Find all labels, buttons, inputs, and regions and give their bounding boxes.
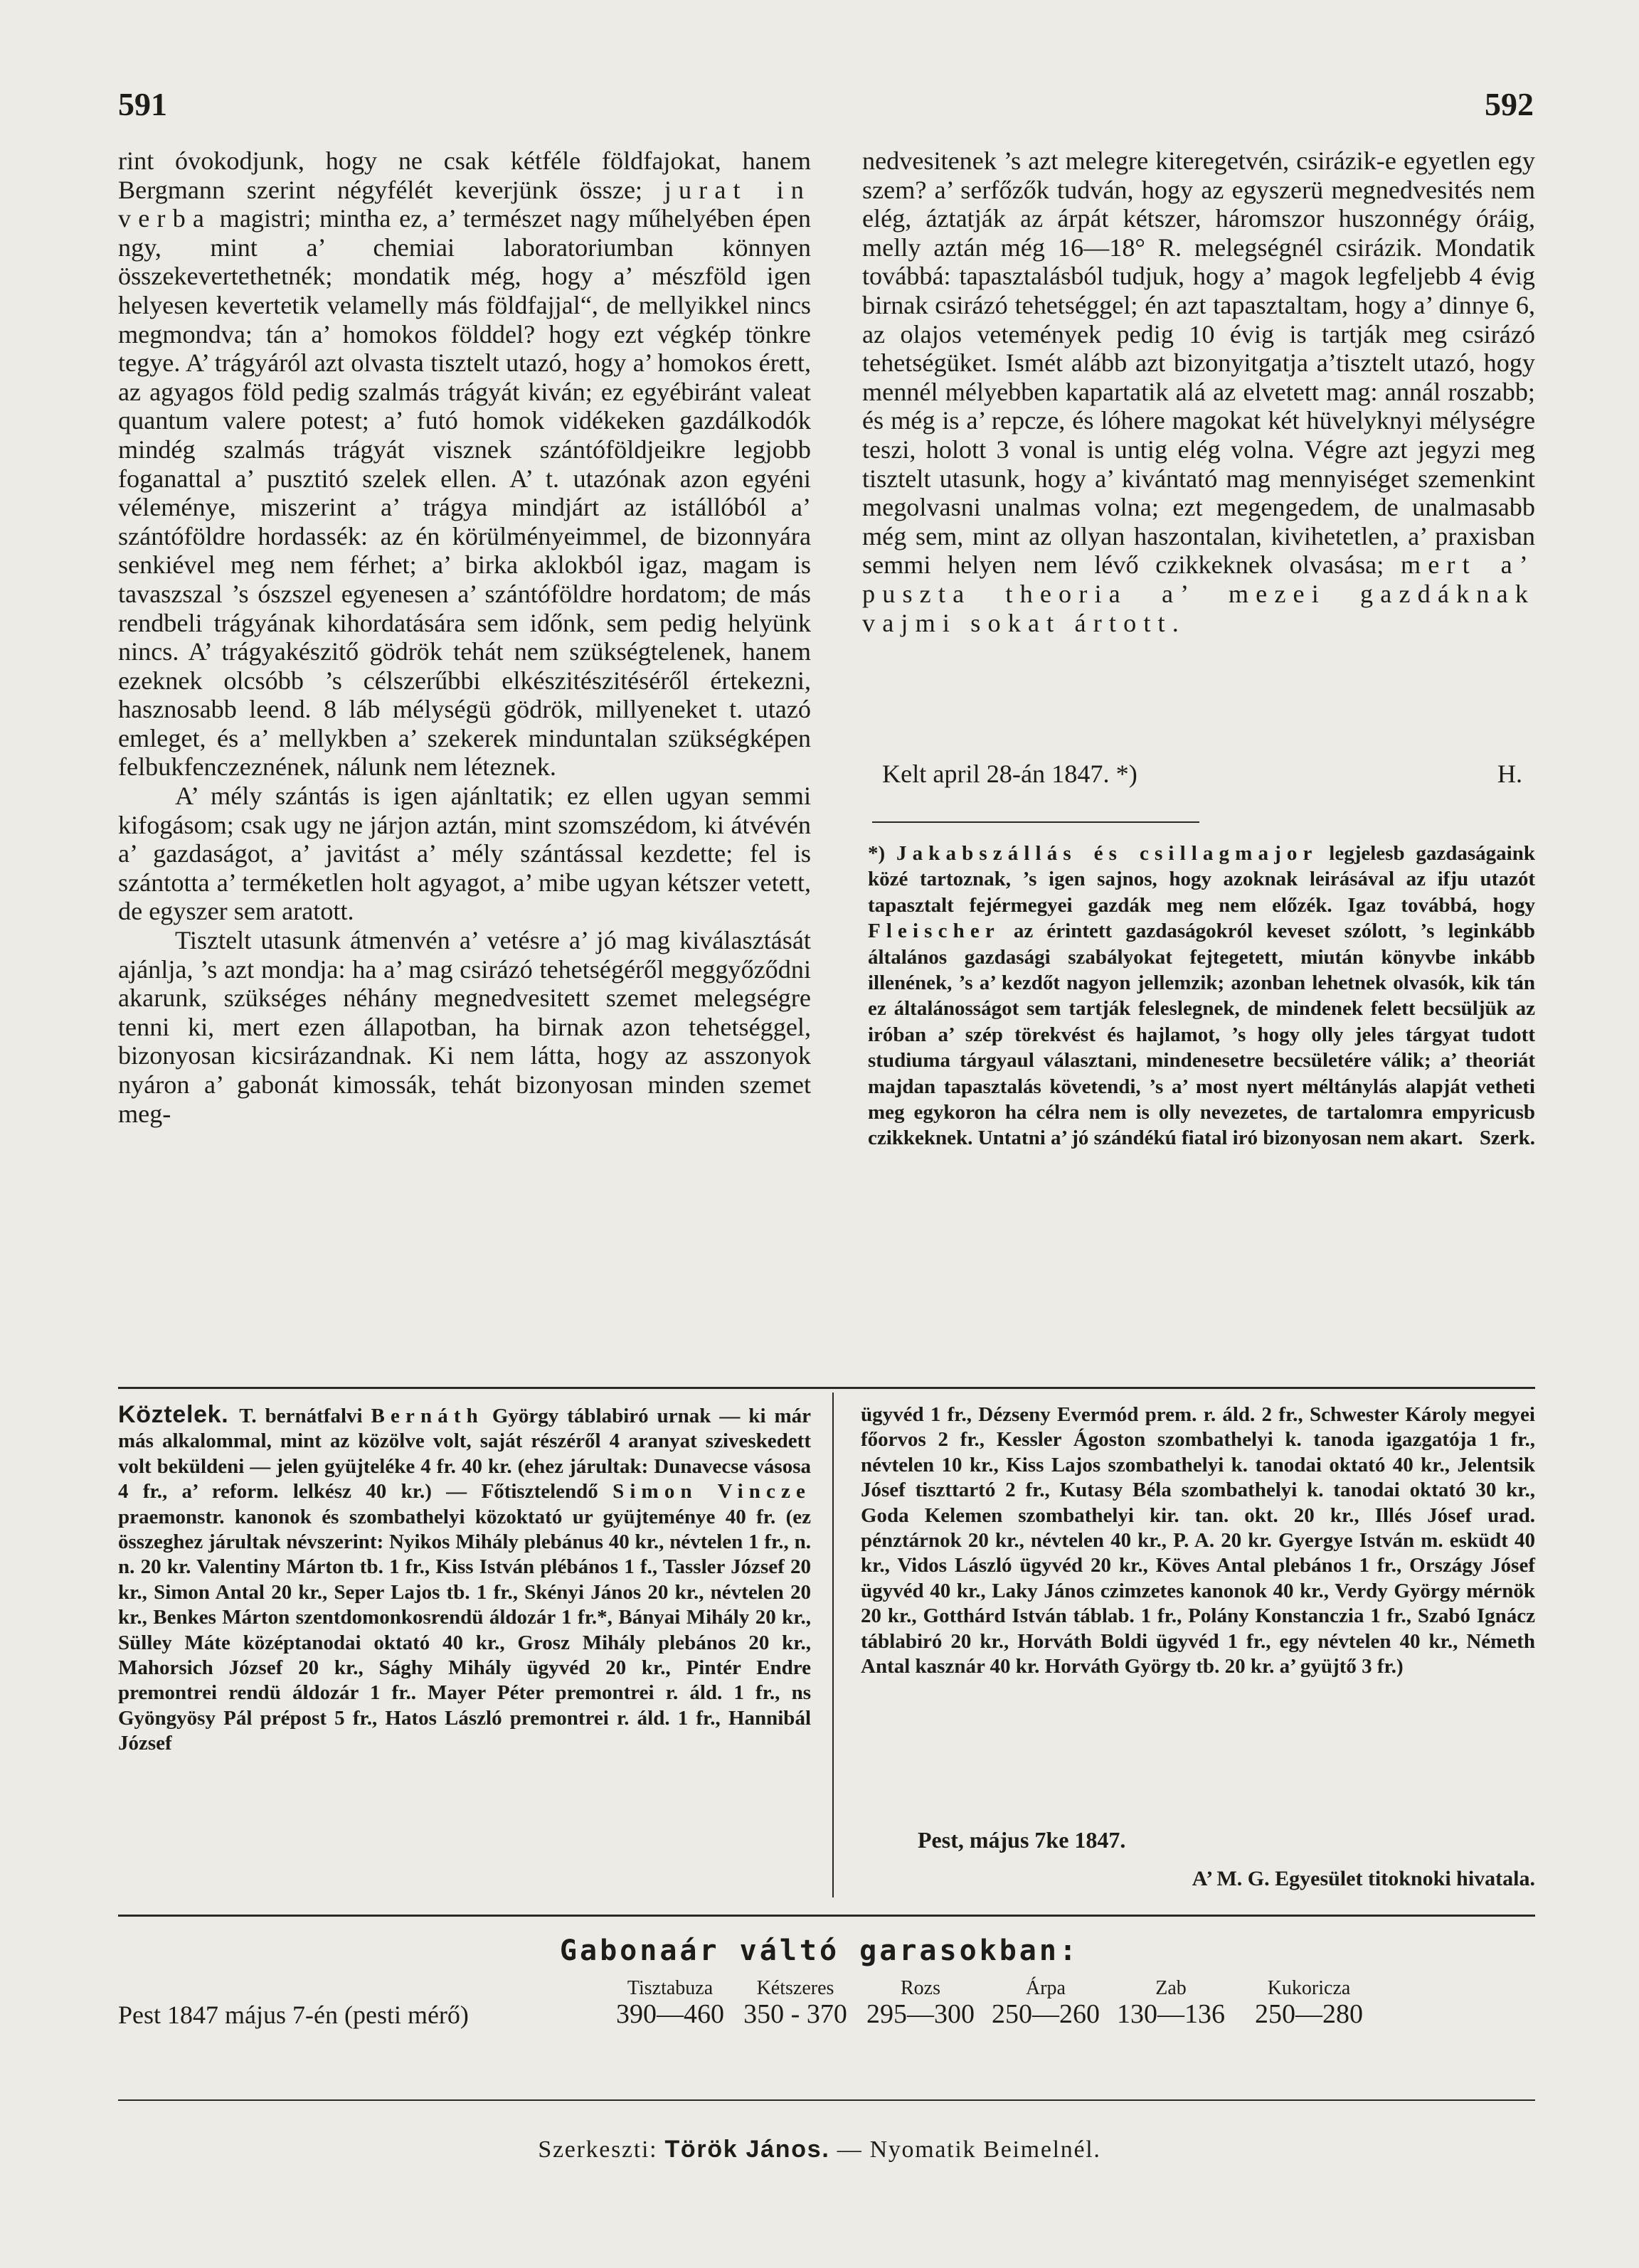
koztelek-left-column [118, 1402, 811, 1757]
dateline [862, 760, 1522, 789]
koztelek-run: Bernáth [371, 1405, 484, 1427]
paragraph [118, 147, 811, 782]
paragraph [118, 782, 811, 926]
koztelek-right-column [861, 1402, 1535, 1679]
footnote-sign: Szerk. [1479, 1127, 1535, 1150]
text-run: rint óvokodjunk, hogy ne csak kétféle földfajokat, hanem Bergmann szerint négyfélét keverjünk össze; [118, 147, 811, 204]
footnote-run: legjelesb gazdaságaink közé tartoznak, ’s igen sajnos, hogy azoknak leirásával az ifju utazót tapasztalt fejérmegyei gazdák meg nem előzék. Igaz továbbá, hogy [868, 842, 1535, 917]
imprint [0, 2136, 1639, 2163]
imprint-editor: Török János. [664, 2136, 830, 2163]
grain-column-value: 250—280 [1255, 1999, 1363, 2029]
text-run: jurat in verba [118, 175, 811, 233]
koztelek-run: T. bernátfalvi [239, 1405, 371, 1427]
grain-column-header: Kukoricza [1267, 1977, 1351, 1999]
grain-column-value: 390—460 [616, 1999, 724, 2029]
grain-top-rule [118, 1915, 1535, 1917]
grain-bottom-rule [118, 2099, 1535, 2101]
grain-price-title: Gabonaár váltó garasokban: [559, 1934, 1080, 1967]
koztelek-office: A’ M. G. Egyesület titoknoki hivatala. [1192, 1867, 1535, 1890]
footnote-rule [872, 821, 1199, 823]
footnote-run: Fleischer [868, 920, 1000, 943]
text-run: mert a’ puszta theoria a’ mezei gazdáknak vajmi sokat ártott. [862, 550, 1535, 637]
footnote-run: *) [868, 842, 896, 865]
koztelek-run: György táblabiró urnak — ki már más alkalommal, mint az közölve volt, saját részéről 4 aranyat sziveskedett volt beküldeni — jelen gyüjteléke 4 fr. 40 kr. (ehez járultak: Dunavecse vásosa 4 fr., a’ reform. lelkész 40 kr.) — Főtisztelendő [118, 1405, 811, 1503]
koztelek-heading: Köztelek. [118, 1401, 240, 1428]
grain-column-value: 350 - 370 [743, 1999, 847, 2029]
article-right-column [862, 147, 1535, 637]
text-run: Tisztelt utasunk átmenvén a’ vetésre a’ jó mag kiválasztását ajánlja, ’s azt mondja: ha a’ mag csirázó tehetségéről meggyőződni akarunk, szükséges néhány megnedvesitett szemet melegségre tenni ki, mert ezen állapotban, ha birnak azon tehetséggel, bizonyosan kicsirázandnak. Ki nem látta, hogy az asszonyok nyáron a’ gabonát kimossák, tehát bizonyosan minden szemet meg- [118, 926, 811, 1128]
grain-column-header: Árpa [1026, 1977, 1066, 1999]
text-run: magistri; mintha ez, a’ természet nagy műhelyében épen ngy, mint a’ chemiai laboratoriumban könnyen összekevertethetnék; mondatik még, hogy a’ mészföld igen helyesen kevertetik velamelly más földfajjal“, de mellyikkel nincs megmondva; tán a’ homokos földdel? hogy ezt végkép tönkre tegye. A’ trágyáról azt olvasta tisztelt utazó, hogy a’ homokos érett, az agyagos föld pedig szalmás trágyát kiván; ez egyébiránt valeat quantum valere potest; a’ futó homok vidékeken gazdálkodók mindég szalmás trágyát visznek szántóföldjeikre legjobb foganattal a’ pusztitó szelek ellen. A’ t. utazónak azon egyéni véleménye, miszerint a’ trágya mindjárt az istállóból a’ szántóföldre hordassék: az én körülményeimmel, de bizonnyára senkiével meg nem férhet; a’ birka aklokból igaz, magam is tavaszszal ’s ószszel egyenesen a’ szántóföldre hordatom; de más rendbeli trágyának kihordatására sem időnk, sem pedig helyünk nincs. A’ trágyakészitő gödrök tehát nem szükségtelenek, hanem ezeknek olcsóbb ’s célszerűbbi elkészitészitéséről értekezni, hasznosabb leend. 8 láb mélységü gödrök, millyeneket t. utazó emleget, és a’ mellykben a’ szekerek minduntalan szükségképen felbukfenczeznének, nálunk nem léteznek. [118, 204, 811, 782]
grain-column-header: Zab [1155, 1977, 1187, 1999]
footnote [868, 841, 1535, 1151]
text-run: nedvesitenek ’s azt melegre kiteregetvén, csirázik-e egyetlen egy szem? a’ serfőzők tudván, hogy az egyszerü megnedvesités nem elég, áztatják az árpát kétszer, háromszor huszonnégy óráig, melly aztán még 16—18° R. melegségnél csirázik. Mondatik továbbá: tapasztalásból tudjuk, hogy a’ magok legfeljebb 4 évig birnak csirázó tehetséggel; én azt tapasztaltam, hogy a’ dinnye 6, az olajos vetemények pedig 10 évig is tartják meg csirázó tehetségüket. Ismét alább azt bizonyitgatja a’tisztelt utazó, hogy mennél mélyebben kapartatik alá az elvetett mag: annál roszabb; és még is a’ repcze, és lóhere magokat két hüvelyknyi mélységre teszi, holott 3 vonal is untig elég volna. Végre azt jegyzi meg tisztelt utasunk, hogy a’ kivántató mag mennyiséget szemenkint megolvasni unalmas volna; ezt megengedem, de unalmasabb még sem, mint az ollyan haszontalan, kivihetetlen, a’ praxisban semmi helyen nem lévő czikkeknek olvasása; [862, 147, 1535, 580]
grain-column-value: 130—136 [1117, 1999, 1225, 2029]
page-number-left: 591 [118, 86, 167, 122]
dateline-sign: H. [1497, 760, 1522, 788]
dateline-text: Kelt april 28-án 1847. *) [882, 760, 1137, 788]
grain-row-label: Pest 1847 május 7-én (pesti mérő) [118, 2001, 469, 2029]
imprint-prefix: Szerkeszti: [538, 2136, 658, 2163]
article-left-column [118, 147, 811, 1128]
text-run: A’ mély szántás is igen ajánltatik; ez ellen ugyan semmi kifogásom; csak ugy ne járjon aztán, mint szomszédom, ki átvévén a’ gazdaságot, a’ javitást a’ mély szántással kezdette; fel is szántotta a’ terméketlen holt agyagot, a’ mibe ugyan kétszer vetett, de egyszer sem aratott. [118, 782, 811, 926]
grain-column-header: Tisztabuza [627, 1977, 714, 1999]
section-divider [118, 1387, 1535, 1389]
koztelek-run: praemonstr. kanonok és szombathelyi közoktató ur gyüjteménye 40 fr. (ez összeghez járultak névszerint: Nyikos Mihály plebánus 40 kr., névtelen 1 fr., n. n. 20 kr. Valentiny Márton tb. 1 fr., Kiss István plébános 1 f., Tassler József 20 kr., Simon Antal 20 kr., Seper Lajos tb. 1 fr., Skényi János 20 kr., névtelen 20 kr., Benkes Márton szentdomonkosrendü áldozár 1 fr.*, Bányai Mihály 20 kr., Sülley Máte középtanodai oktató 40 kr., Grosz Mihály plebános 20 kr., Mahorsich József 20 kr., Sághy Mihály ügyvéd 20 kr., Pintér Endre premontrei rendü áldozár 1 fr.. Mayer Péter premontrei r. áld. 1 fr., ns Gyöngyösy Pál prépost 5 fr., Hatos László premontrei r. áld. 1 fr., Hannibál József [118, 1505, 811, 1755]
paragraph [862, 147, 1535, 637]
grain-column-value: 295—300 [866, 1999, 975, 2029]
koztelek-date: Pest, május 7ke 1847. [918, 1827, 1126, 1853]
footnote-run: Jakabszállás és csillagmajor [896, 842, 1318, 865]
grain-column-header: Kétszeres [756, 1977, 834, 1999]
footnote-run: az érintett gazdaságokról keveset szólott, ’s leginkább általános gazdasági szabályokat fejtegetett, miután könyvbe inkább illenének, ’s a’ kezdőt nagyon jellemzik; azonban lehetnek olvasók, kik tán ez általánosságot sem tartják feleslegnek, de mindenek felett becsüljük az iróban a’ szép törekvést és hajlamot, ’s hogy olly jeles tárgyat tudott studiuma tárgyaul választani, mindenesetre becsületére válik; a’ theoriát majdan tapasztalás követendi, ’s a’ most nyert méltánylás alapját vetheti meg egykoron ha célra nem is olly nevezetes, de tartalomra empyricusb czikkeknek. Untatni a’ jó szándékú fiatal iró bizonyosan nem akart. [868, 920, 1535, 1150]
grain-column-value: 250—260 [992, 1999, 1100, 2029]
column-divider [832, 1393, 834, 1897]
koztelek-text-left [118, 1402, 811, 1757]
footnote-text [868, 841, 1535, 1151]
paragraph [118, 926, 811, 1128]
imprint-rest: — Nyomatik Beimelnél. [837, 2136, 1101, 2163]
grain-column-header: Rozs [901, 1977, 940, 1999]
koztelek-run: ügyvéd 1 fr., Dézseny Evermód prem. r. áld. 2 fr., Schwester Károly megyei főorvos 2 fr., Kessler Ágoston szombathelyi k. tanoda igazgatója 1 fr., névtelen 10 kr., Kiss Lajos szombathelyi k. tanodai oktató 40 kr., Jelentsik Jósef tiszttartó 2 fr., Kutasy Béla szombathelyi k. tanodai oktató 30 kr., Goda Kelemen szombathelyi kir. tan. okt. 20 kr., Illés Jósef urad. pénztárnok 20 kr., névtelen 40 kr., P. A. 20 kr. Gyergye István m. esküdt 40 kr., Vidos László ügyvéd 20 kr., Köves Antal plebános 1 fr., Országy Jósef ügyvéd 40 kr., Laky János czimzetes kanonok 40 kr., Verdy György mérnök 20 kr., Gotthárd István táblab. 1 fr., Polány Konstanczia 1 fr., Szabó Ignácz táblabiró 20 kr., Horváth Boldi ügyvéd 1 fr., egy névtelen 40 kr., Németh Antal kasznár 40 kr. Horváth György tb. 20 kr. a’ gyüjtő 3 fr.) [861, 1403, 1535, 1678]
koztelek-run: Simon Vincze [612, 1480, 812, 1503]
koztelek-text-right [861, 1402, 1535, 1679]
page-number-right: 592 [1485, 86, 1534, 122]
